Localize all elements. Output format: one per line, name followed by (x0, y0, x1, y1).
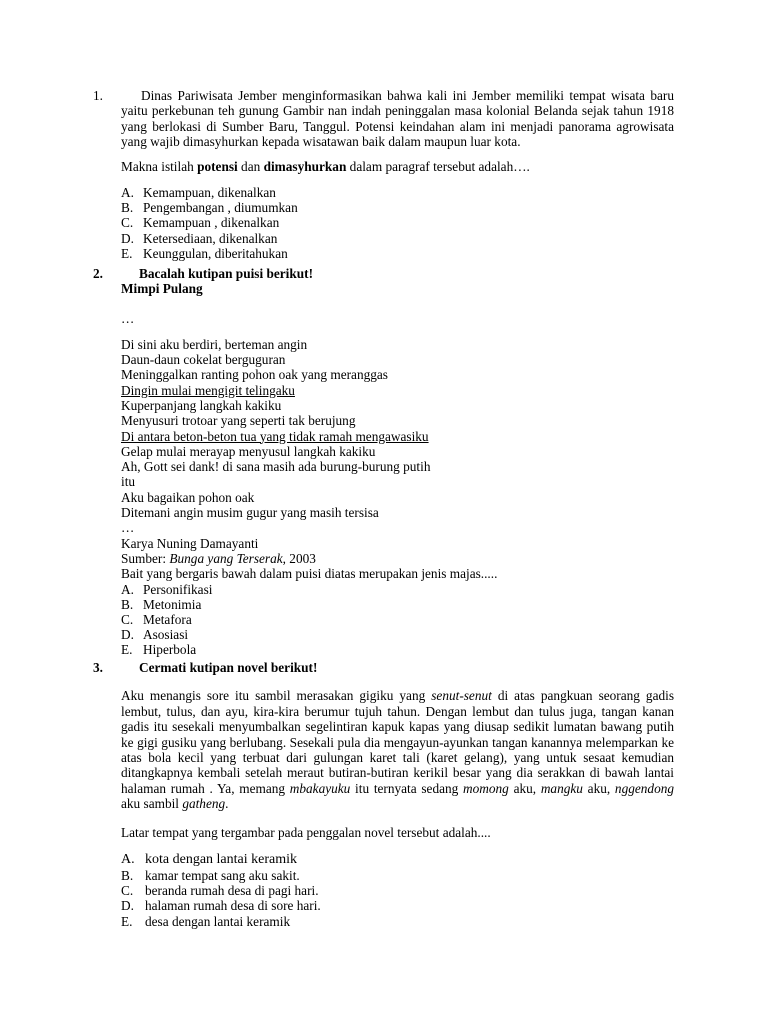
option-letter: B. (121, 200, 134, 216)
question-3-number: 3. (93, 660, 103, 675)
option-c[interactable] (121, 612, 674, 627)
option-e[interactable] (121, 642, 674, 657)
source-title: Bunga yang Terserak (169, 550, 283, 566)
option-b[interactable] (121, 597, 674, 612)
poem-line: Ditemani angin musim gugur yang masih tersisa (121, 505, 379, 521)
question-1 (121, 88, 674, 261)
option-d[interactable] (121, 898, 674, 913)
question-2-number: 2. (93, 266, 103, 281)
option-d[interactable] (121, 627, 674, 642)
novel-passage (121, 688, 674, 811)
option-c[interactable] (121, 215, 674, 230)
option-text: desa dengan lantai keramik (145, 913, 291, 929)
option-letter: D. (121, 627, 134, 643)
poem-line: Meninggalkan ranting pohon oak yang meranggas (121, 367, 388, 383)
option-b[interactable] (121, 200, 674, 215)
question-1-paragraph-text: Dinas Pariwisata Jember menginformasikan bahwa kali ini Jember memiliki tempat wisata baru yaitu perkebunan teh gunung Gambir nan indah peninggalan masa kolonial Belanda sejak tahun 1918 yang berlokasi di Sumber Baru, Tanggul. Potensi keindahan alam ini menjadi panorama agrowisata yang wajib dimasyhurkan kepada wisatawan baik dalam maupun luar kota. (121, 88, 674, 150)
option-letter: D. (121, 230, 134, 246)
passage-italic: gatheng (182, 796, 226, 812)
poem-title: Mimpi Pulang (121, 281, 203, 297)
option-a[interactable] (121, 852, 674, 868)
option-text: kota dengan lantai keramik (145, 852, 297, 868)
poem-line: Menyusuri trotoar yang seperti tak berujung (121, 413, 356, 429)
option-letter: A. (121, 852, 135, 868)
option-letter: B. (121, 868, 134, 884)
option-letter: A. (121, 581, 134, 597)
poem-line: Daun-daun cokelat berguguran (121, 352, 286, 368)
poem-line: Aku bagaikan pohon oak (121, 489, 255, 505)
option-text: Kemampuan , dikenalkan (143, 215, 280, 231)
option-a[interactable] (121, 582, 674, 597)
passage-italic: momong (463, 780, 509, 796)
poem-source (121, 551, 674, 566)
option-b[interactable] (121, 868, 674, 883)
source-year: , 2003 (282, 550, 316, 566)
poem-line: Kuperpanjang langkah kakiku (121, 398, 282, 413)
question-3 (121, 660, 674, 929)
poem-line: Ah, Gott sei dank! di sana masih ada burung-burung putih (121, 459, 431, 475)
passage-italic: mangku (540, 780, 583, 796)
poem-line: Gelap mulai merayap menyusul langkah kakiku (121, 443, 376, 459)
option-text: kamar tempat sang aku sakit. (145, 868, 300, 884)
question-3-prompt: Latar tempat yang tergambar pada penggalan novel tersebut adalah.... (121, 824, 491, 840)
question-1-options (121, 185, 674, 261)
question-2-prompt: Bait yang bergaris bawah dalam puisi diatas merupakan jenis majas..... (121, 566, 498, 582)
option-letter: B. (121, 596, 134, 612)
option-text: Keunggulan, diberitahukan (143, 245, 288, 261)
poem-line: Di sini aku berdiri, berteman angin (121, 336, 308, 352)
passage-text: aku, (508, 780, 541, 796)
prompt-text: dan (237, 158, 264, 174)
passage-italic: senut-senut (431, 688, 492, 704)
poem-line: itu (121, 474, 136, 490)
question-1-number: 1. (93, 88, 103, 103)
option-letter: A. (121, 185, 134, 201)
option-text: Pengembangan , diumumkan (143, 200, 298, 216)
question-1-prompt (121, 159, 674, 174)
question-2 (121, 266, 674, 658)
source-label: Sumber: (121, 550, 170, 566)
option-text: Metafora (143, 611, 192, 627)
option-text: Hiperbola (143, 642, 197, 658)
option-c[interactable] (121, 883, 674, 898)
passage-text: aku sambil (121, 796, 183, 812)
option-a[interactable] (121, 185, 674, 200)
prompt-text: Makna istilah (121, 158, 198, 174)
question-2-heading: Bacalah kutipan puisi berikut! (139, 266, 314, 281)
passage-italic: mbakayuku (289, 780, 351, 796)
passage-text: itu ternyata sedang (350, 780, 464, 796)
question-2-options (121, 582, 674, 658)
poem-ellipsis-top: … (121, 310, 135, 326)
passage-text: aku, (582, 780, 615, 796)
option-letter: E. (121, 642, 133, 658)
option-letter: D. (121, 898, 134, 914)
poem-line-underlined: Di antara beton-beton tua yang tidak ramah mengawasiku (121, 428, 429, 444)
question-3-heading: Cermati kutipan novel berikut! (139, 660, 318, 675)
option-text: Metonimia (143, 596, 202, 612)
option-letter: C. (121, 883, 134, 899)
prompt-text: dalam paragraf tersebut adalah…. (346, 158, 530, 174)
prompt-term-potensi: potensi (197, 158, 238, 174)
option-text: Kemampuan, dikenalkan (143, 185, 276, 201)
passage-italic: nggendong (614, 780, 675, 796)
question-1-paragraph (121, 88, 674, 150)
option-d[interactable] (121, 231, 674, 246)
option-letter: E. (121, 913, 133, 929)
option-text: Ketersediaan, dikenalkan (143, 230, 278, 246)
option-text: beranda rumah desa di pagi hari. (145, 883, 319, 899)
prompt-term-dimasyhurkan: dimasyhurkan (263, 158, 347, 174)
option-text: Personifikasi (143, 581, 213, 597)
passage-text: di atas pangkuan seorang gadis lembut, tulus, dan ayu, kira-kira berumur tujuh tahun. Dengan lembut dan tulus juga, tangan kanan gadis itu sesekali menyumbalkan segelintiran kapuk kapas yang diusap sedikit lumatan bawang putih ke gigi gusiku yang berlubang. Sesekali pula dia mengayun-ayunkan tangan kanannya melemparkan ke atas bola kecil yang terbuat dari gulungan karet tali (karet gelang), yang untuk sesaat kemudian ditangkapnya kembali setelah meraut butiran-butiran kerikil besar yang dia serakkan di bawah lantai halaman rumah . Ya, memang (121, 688, 674, 796)
option-letter: C. (121, 215, 134, 231)
poem-line-underlined: Dingin mulai mengigit telingaku (121, 382, 295, 398)
poem-author: Karya Nuning Damayanti (121, 535, 259, 551)
option-text: Asosiasi (143, 627, 189, 643)
option-text: halaman rumah desa di sore hari. (145, 898, 321, 914)
passage-text: Aku menangis sore itu sambil merasakan gigiku yang (121, 688, 432, 704)
question-3-options (121, 852, 674, 929)
passage-text: . (225, 796, 229, 812)
option-letter: E. (121, 245, 133, 261)
poem-ellipsis-bottom: … (121, 520, 135, 536)
poem-body (121, 337, 674, 521)
option-e[interactable] (121, 246, 674, 261)
option-e[interactable] (121, 914, 674, 929)
option-letter: C. (121, 611, 134, 627)
